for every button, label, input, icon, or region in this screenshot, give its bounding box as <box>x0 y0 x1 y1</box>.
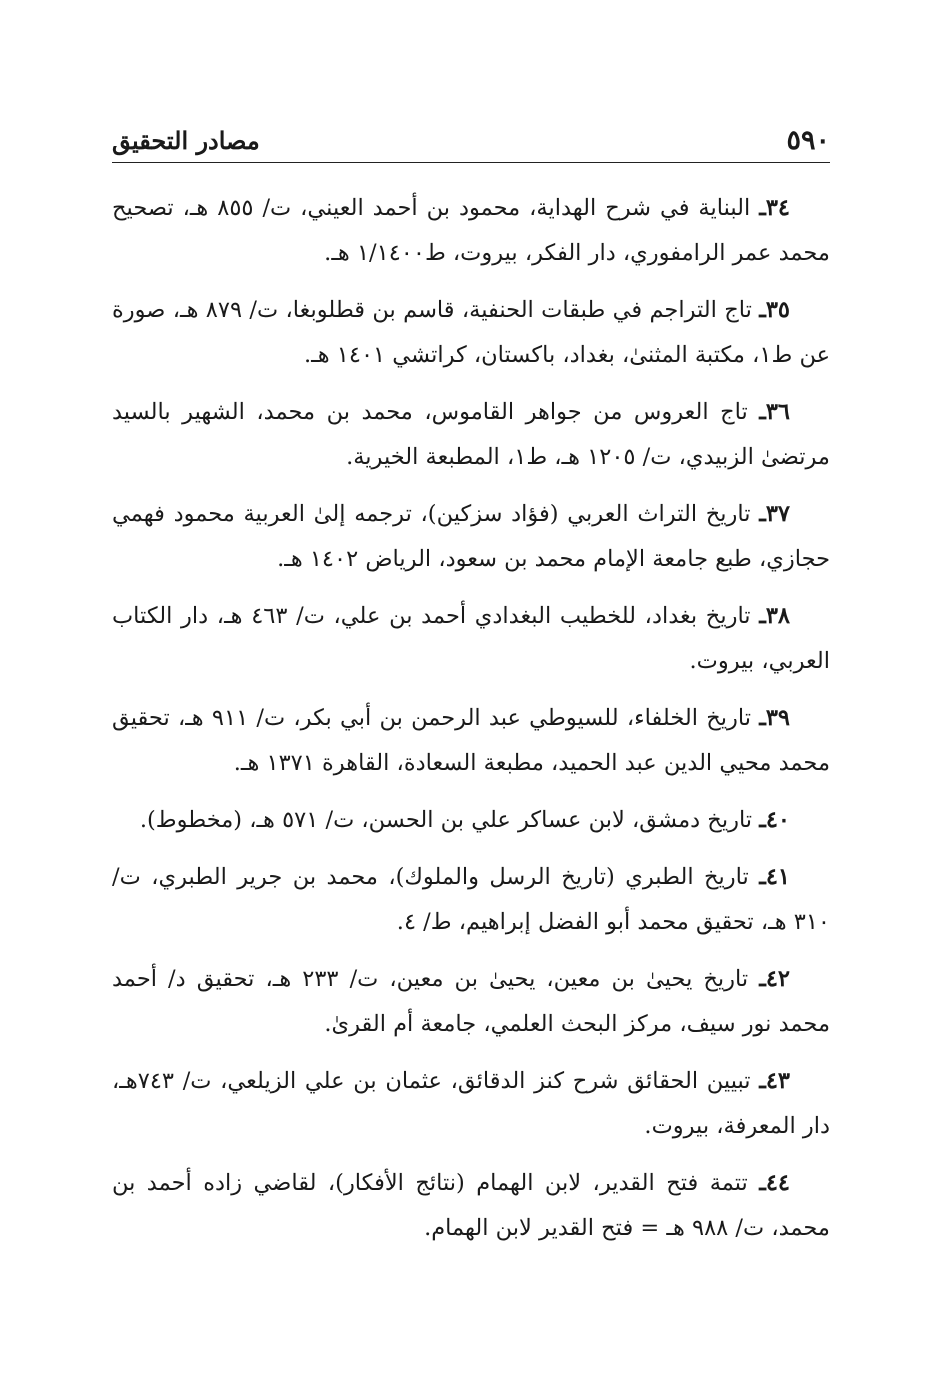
entry-number: ٤١ـ <box>759 864 790 890</box>
entry-number: ٤٠ـ <box>759 807 790 833</box>
entry-text: تاريخ الطبري (تاريخ الرسل والملوك)، محمد بن جرير الطبري، ت/ ٣١٠ هـ، تحقيق محمد أبو الفضل إبراهيم، ط/ ٤. <box>112 864 830 935</box>
entry-text: البناية في شرح الهداية، محمود بن أحمد العيني، ت/ ٨٥٥ هـ، تصحيح محمد عمر الرامفوري، دار الفكر، بيروت، ط١/١٤٠٠ هـ. <box>112 195 830 266</box>
bibliography-entry <box>112 696 830 786</box>
entry-text: تاج التراجم في طبقات الحنفية، قاسم بن قطلوبغا، ت/ ٨٧٩ هـ، صورة عن ط١، مكتبة المثنىٰ، بغداد، باكستان، كراتشي ١٤٠١ هـ. <box>112 297 830 368</box>
entry-number: ٣٨ـ <box>759 603 791 629</box>
entry-text: تاج العروس من جواهر القاموس، محمد بن محمد، الشهير بالسيد مرتضىٰ الزبيدي، ت/ ١٢٠٥ هـ، ط١، المطبعة الخيرية. <box>112 399 830 470</box>
running-title: مصادر التحقيق <box>112 125 260 155</box>
bibliography-entry <box>112 186 830 276</box>
bibliography-entry <box>112 594 830 684</box>
bibliography-list <box>112 186 830 1263</box>
bibliography-entry <box>112 798 830 843</box>
entry-text: تاريخ التراث العربي (فؤاد سزكين)، ترجمه إلىٰ العربية محمود فهمي حجازي، طبع جامعة الإمام محمد بن سعود، الرياض ١٤٠٢ هـ. <box>112 501 830 572</box>
bibliography-entry <box>112 1161 830 1251</box>
bibliography-entry <box>112 957 830 1047</box>
entry-text: تاريخ يحيىٰ بن معين، يحيىٰ بن معين، ت/ ٢٣٣ هـ، تحقيق د/ أحمد محمد نور سيف، مركز البحث العلمي، جامعة أم القرىٰ. <box>112 966 830 1037</box>
entry-number: ٣٤ـ <box>759 195 790 221</box>
entry-number: ٣٩ـ <box>759 705 790 731</box>
entry-text: تتمة فتح القدير، لابن الهمام (نتائج الأفكار)، لقاضي زاده أحمد بن محمد، ت/ ٩٨٨ هـ = فتح القدير لابن الهمام. <box>112 1170 830 1241</box>
entry-text: تبيين الحقائق شرح كنز الدقائق، عثمان بن علي الزيلعي، ت/ ٧٤٣هـ، دار المعرفة، بيروت. <box>112 1068 830 1139</box>
entry-number: ٣٧ـ <box>759 501 790 527</box>
page-number: ٥٩٠ <box>786 124 830 156</box>
entry-text: تاريخ بغداد، للخطيب البغدادي أحمد بن علي، ت/ ٤٦٣ هـ، دار الكتاب العربي، بيروت. <box>112 603 830 674</box>
bibliography-entry <box>112 855 830 945</box>
page-header <box>112 118 830 163</box>
bibliography-entry <box>112 288 830 378</box>
entry-text: تاريخ دمشق، لابن عساكر علي بن الحسن، ت/ ٥٧١ هـ، (مخطوط). <box>139 807 753 833</box>
entry-number: ٣٦ـ <box>759 399 791 425</box>
bibliography-entry <box>112 390 830 480</box>
bibliography-entry <box>112 492 830 582</box>
entry-number: ٤٢ـ <box>759 966 790 992</box>
entry-text: تاريخ الخلفاء، للسيوطي عبد الرحمن بن أبي بكر، ت/ ٩١١ هـ، تحقيق محمد محيي الدين عبد الحميد، مطبعة السعادة، القاهرة ١٣٧١ هـ. <box>112 705 830 776</box>
entry-number: ٣٥ـ <box>759 297 791 323</box>
bibliography-entry <box>112 1059 830 1149</box>
entry-number: ٤٤ـ <box>759 1170 791 1196</box>
entry-number: ٤٣ـ <box>759 1068 791 1094</box>
